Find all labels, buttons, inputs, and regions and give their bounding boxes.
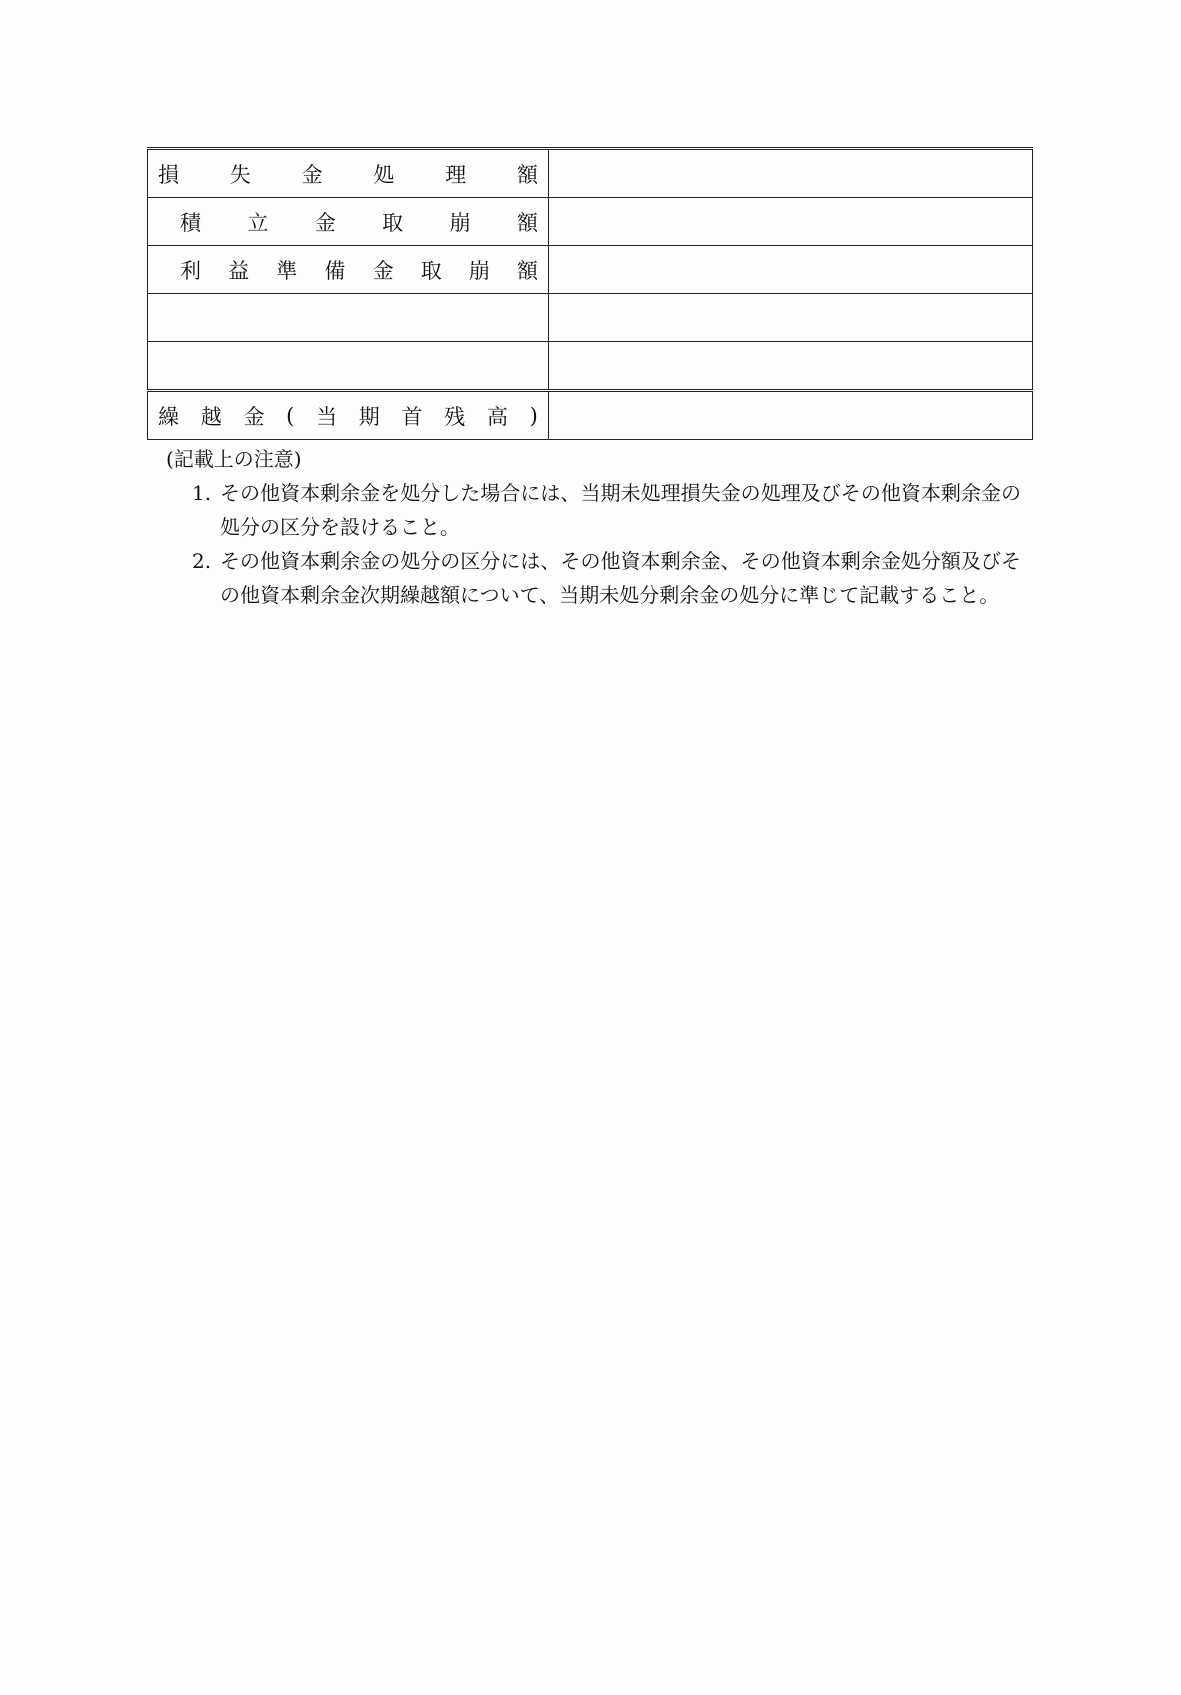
label-char: 益 <box>228 258 250 283</box>
value-cell <box>549 198 1033 246</box>
label-char: 期 <box>358 404 380 429</box>
value-cell <box>549 246 1033 294</box>
value-cell <box>549 342 1033 391</box>
label-char: 処 <box>373 162 395 187</box>
label-char: 額 <box>516 210 538 235</box>
note-text: その他資本剰余金の処分の区分には、その他資本剰余金、その他資本剰余金処分額及びその他資本剰余金次期繰越額について、当期未処分剰余金の処分に準じて記載すること。 <box>220 549 1021 607</box>
label-cell <box>148 149 549 198</box>
note-item <box>192 476 1036 544</box>
table-row <box>148 342 1033 391</box>
label-char: 失 <box>229 162 251 187</box>
label-char: 取 <box>420 258 442 283</box>
label-char: 損 <box>158 162 179 187</box>
label-cell <box>148 342 549 391</box>
label-char: ( <box>286 403 295 428</box>
note-number: 2. <box>192 549 212 573</box>
label-char: 積 <box>180 210 201 235</box>
label-char: 備 <box>324 258 346 283</box>
note-text: その他資本剰余金を処分した場合には、当期未処理損失金の処理及びその他資本剰余金の処分の区分を設けること。 <box>220 481 1021 539</box>
table-row <box>148 246 1033 294</box>
value-cell <box>549 149 1033 198</box>
label-char: 利 <box>180 258 201 283</box>
notes-section <box>166 442 1036 612</box>
label-char: 金 <box>314 210 336 235</box>
label-char: 立 <box>247 210 269 235</box>
notes-heading: (記載上の注意) <box>166 447 302 471</box>
label-char: 金 <box>243 404 265 429</box>
label-char: 準 <box>276 258 298 283</box>
label-cell <box>148 198 549 246</box>
loss-disposal-table <box>147 147 1033 440</box>
label-char: 当 <box>316 404 338 429</box>
label-char: 額 <box>516 258 538 283</box>
label-cell <box>148 246 549 294</box>
table-row <box>148 198 1033 246</box>
label-cell <box>148 294 549 342</box>
label-char: 理 <box>445 162 467 187</box>
label-char: 繰 <box>158 404 179 429</box>
row-label <box>148 150 548 197</box>
value-cell <box>549 391 1033 440</box>
table-row <box>148 391 1033 440</box>
label-char: 金 <box>301 162 323 187</box>
label-char: 額 <box>516 162 538 187</box>
label-char: 取 <box>382 210 404 235</box>
table-row <box>148 149 1033 198</box>
label-char: 金 <box>372 258 394 283</box>
label-char: 首 <box>401 404 423 429</box>
value-cell <box>549 294 1033 342</box>
row-label <box>148 198 548 245</box>
label-char: 越 <box>200 404 222 429</box>
label-char: 崩 <box>449 210 471 235</box>
label-char: ) <box>529 403 538 428</box>
label-cell <box>148 391 549 440</box>
label-char: 残 <box>444 404 466 429</box>
row-label <box>148 246 548 293</box>
note-number: 1. <box>192 481 212 505</box>
row-label <box>148 392 548 439</box>
note-item <box>192 544 1036 612</box>
table-row <box>148 294 1033 342</box>
label-char: 崩 <box>468 258 490 283</box>
label-char: 高 <box>486 404 508 429</box>
